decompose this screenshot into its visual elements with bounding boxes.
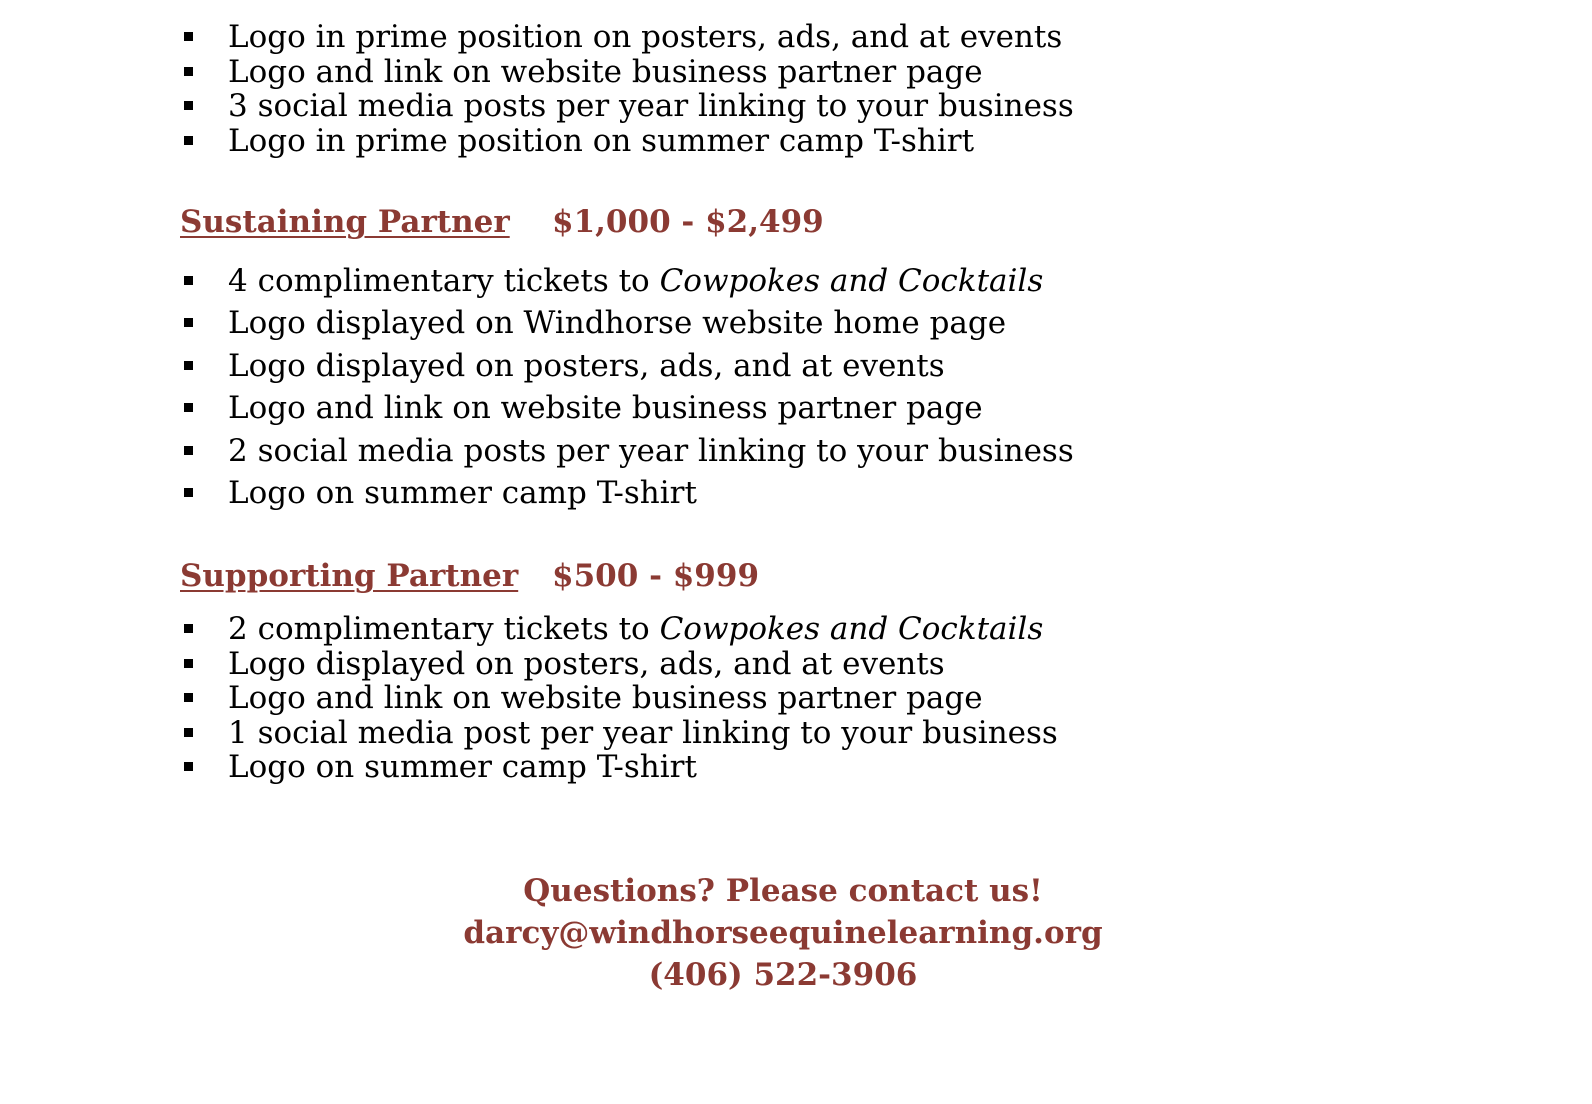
- square-bullet-icon: [184, 136, 193, 145]
- list-item: Logo and link on website business partner page: [184, 681, 1058, 716]
- list-item: Logo on summer camp T-shirt: [184, 750, 1058, 785]
- square-bullet-icon: [184, 276, 193, 285]
- list-item: Logo displayed on Windhorse website home page: [184, 302, 1074, 344]
- square-bullet-icon: [184, 488, 193, 497]
- square-bullet-icon: [184, 32, 193, 41]
- tier-name: Sustaining Partner: [180, 204, 510, 240]
- list-item: Logo in prime position on posters, ads, and at events: [184, 20, 1074, 55]
- event-name: Cowpokes and Cocktails: [659, 263, 1044, 299]
- square-bullet-icon: [184, 446, 193, 455]
- list-item: Logo displayed on posters, ads, and at events: [184, 345, 1074, 387]
- list-item: Logo and link on website business partner page: [184, 387, 1074, 429]
- square-bullet-icon: [184, 67, 193, 76]
- list-item: Logo in prime position on summer camp T-shirt: [184, 124, 1074, 159]
- supporting-benefits-list: [184, 612, 1058, 785]
- contact-block: [0, 870, 1566, 996]
- list-item: 1 social media post per year linking to your business: [184, 716, 1058, 751]
- tier-name: Supporting Partner: [180, 558, 519, 594]
- square-bullet-icon: [184, 361, 193, 370]
- square-bullet-icon: [184, 693, 193, 702]
- list-item: 3 social media posts per year linking to your business: [184, 89, 1074, 124]
- list-item: Logo and link on website business partner page: [184, 55, 1074, 90]
- square-bullet-icon: [184, 762, 193, 771]
- top-benefits-list: [184, 20, 1074, 158]
- square-bullet-icon: [184, 659, 193, 668]
- list-item: Logo on summer camp T-shirt: [184, 472, 1074, 514]
- contact-phone: (406) 522-3906: [648, 957, 918, 993]
- square-bullet-icon: [184, 101, 193, 110]
- list-item: Logo displayed on posters, ads, and at events: [184, 647, 1058, 682]
- tier-price-range: $1,000 - $2,499: [552, 204, 824, 240]
- square-bullet-icon: [184, 624, 193, 633]
- sustaining-partner-heading: [180, 204, 824, 240]
- square-bullet-icon: [184, 318, 193, 327]
- tier-price-range: $500 - $999: [552, 558, 760, 594]
- square-bullet-icon: [184, 728, 193, 737]
- list-item: 4 complimentary tickets to Cowpokes and Cocktails: [184, 260, 1074, 302]
- square-bullet-icon: [184, 403, 193, 412]
- contact-heading: Questions? Please contact us!: [523, 873, 1043, 909]
- list-item: 2 social media posts per year linking to your business: [184, 430, 1074, 472]
- list-item: 2 complimentary tickets to Cowpokes and Cocktails: [184, 612, 1058, 647]
- contact-email-link[interactable]: darcy@windhorseequinelearning.org: [463, 915, 1103, 951]
- supporting-partner-heading: [180, 558, 760, 594]
- sustaining-benefits-list: [184, 260, 1074, 514]
- event-name: Cowpokes and Cocktails: [659, 611, 1044, 647]
